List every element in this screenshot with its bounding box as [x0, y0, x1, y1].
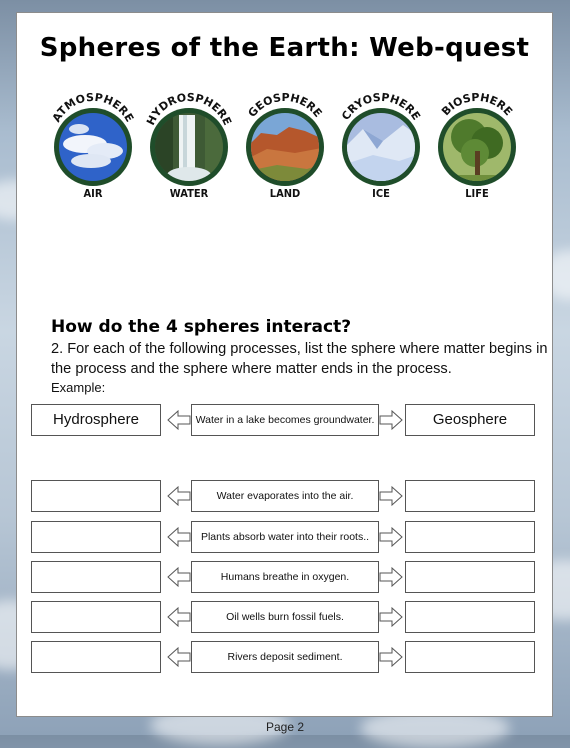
process-description: Oil wells burn fossil fuels.: [191, 601, 379, 633]
end-sphere-answer-box[interactable]: [405, 641, 535, 673]
left-arrow-icon: [167, 409, 191, 431]
canyon-icon: [237, 89, 333, 189]
sphere-hydrosphere: [141, 89, 237, 209]
end-sphere-answer-box[interactable]: [405, 480, 535, 512]
start-sphere-answer-box[interactable]: [31, 641, 161, 673]
left-arrow-icon: [167, 485, 191, 507]
example-label: Example:: [51, 380, 106, 395]
right-arrow-icon: [379, 485, 403, 507]
sphere-top-label: ATMOSPHERE: [49, 90, 137, 125]
end-sphere-answer-box[interactable]: [405, 601, 535, 633]
example-process: Water in a lake becomes groundwater.: [191, 404, 379, 436]
right-arrow-icon: [379, 526, 403, 548]
sphere-bottom-label: LIFE: [465, 187, 489, 200]
left-arrow-icon: [167, 646, 191, 668]
example-start-sphere: Hydrosphere: [31, 404, 161, 436]
right-arrow-icon: [379, 646, 403, 668]
start-sphere-answer-box[interactable]: [31, 601, 161, 633]
sphere-geosphere: [237, 89, 333, 209]
process-description: Humans breathe in oxygen.: [191, 561, 379, 593]
right-arrow-icon: [379, 566, 403, 588]
start-sphere-answer-box[interactable]: [31, 521, 161, 553]
process-description: Rivers deposit sediment.: [191, 641, 379, 673]
start-sphere-answer-box[interactable]: [31, 480, 161, 512]
right-arrow-icon: [379, 409, 403, 431]
left-arrow-icon: [167, 526, 191, 548]
sphere-top-label: GEOSPHERE: [245, 90, 325, 120]
sphere-bottom-label: AIR: [83, 187, 103, 200]
page-title: Spheres of the Earth: Web-quest: [39, 33, 530, 63]
end-sphere-answer-box[interactable]: [405, 521, 535, 553]
glacier-icon: [333, 89, 429, 189]
sphere-cryosphere: [333, 89, 429, 209]
sphere-top-label: HYDROSPHERE: [144, 90, 234, 128]
worksheet-page: [16, 12, 553, 717]
left-arrow-icon: [167, 566, 191, 588]
sphere-top-label: CRYOSPHERE: [339, 90, 423, 123]
sphere-bottom-label: LAND: [269, 187, 301, 200]
question-instructions: 2. For each of the following processes, list the sphere where matter begins in the process and the sphere where matter ends in the process.: [51, 341, 548, 377]
start-sphere-answer-box[interactable]: [31, 561, 161, 593]
sphere-bottom-label: ICE: [372, 187, 390, 200]
process-description: Water evaporates into the air.: [191, 480, 379, 512]
end-sphere-answer-box[interactable]: [405, 561, 535, 593]
sphere-bottom-label: WATER: [169, 187, 209, 200]
waterfall-icon: [141, 89, 237, 189]
sphere-biosphere: [429, 89, 525, 209]
spheres-illustration: [45, 89, 535, 219]
example-end-sphere: Geosphere: [405, 404, 535, 436]
left-arrow-icon: [167, 606, 191, 628]
question-heading: How do the 4 spheres interact?: [51, 317, 352, 337]
sky-clouds-icon: [45, 89, 141, 189]
sphere-atmosphere: [45, 89, 141, 209]
sphere-top-label: BIOSPHERE: [439, 90, 515, 119]
page-number: Page 2: [265, 720, 305, 734]
tree-icon: [429, 89, 525, 189]
process-description: Plants absorb water into their roots..: [191, 521, 379, 553]
right-arrow-icon: [379, 606, 403, 628]
